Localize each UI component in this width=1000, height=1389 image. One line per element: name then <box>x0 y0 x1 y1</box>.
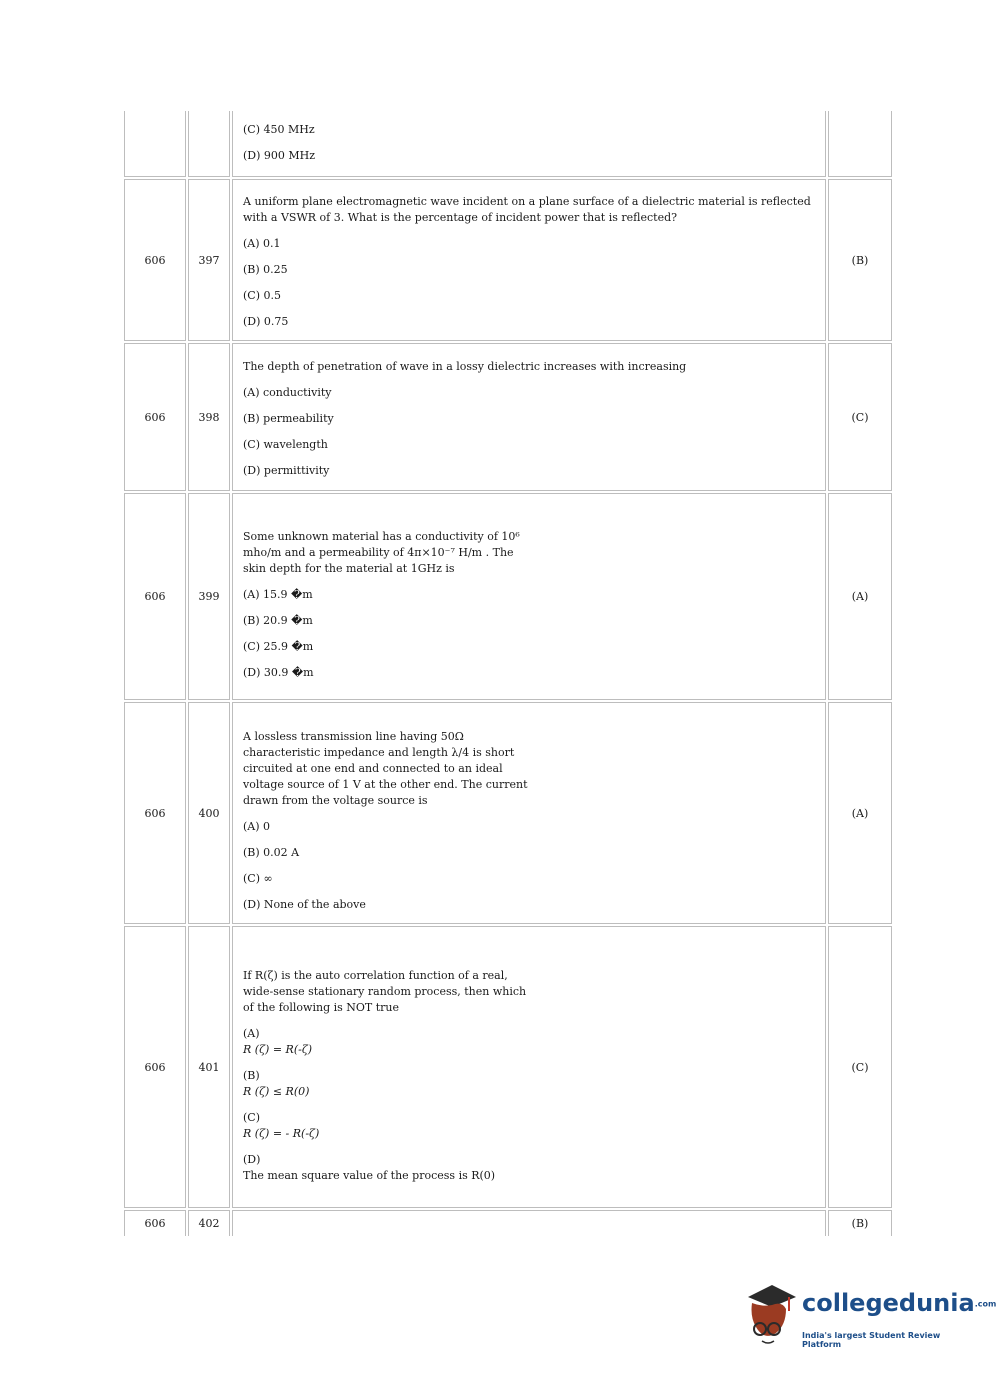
option: (A) 0 <box>243 820 271 833</box>
table-row <box>124 926 892 1208</box>
option: (A) conductivity <box>243 386 332 399</box>
question-text: A lossless transmission line having 50Ω characteristic impedance and length λ/4 is short circuited at one end and connected to an ideal voltage source of 1 V at the other end. The current drawn from the voltage source is <box>243 730 528 807</box>
answer: (C) <box>828 926 892 1208</box>
option-label: (A) <box>243 1027 260 1040</box>
question-text: The depth of penetration of wave in a lossy dielectric increases with increasing <box>243 360 687 373</box>
option-text: R (ζ) = R(-ζ) <box>243 1043 313 1056</box>
option: (D) None of the above <box>243 898 366 911</box>
question-cell <box>232 493 826 700</box>
option <box>243 1026 815 1058</box>
option: (B) 0.02 A <box>243 846 300 859</box>
answer: (C) <box>828 343 892 491</box>
option: (C) wavelength <box>243 438 328 451</box>
question-cell <box>232 702 826 924</box>
table-row <box>124 179 892 341</box>
option: (C) ∞ <box>243 872 273 885</box>
question-code: 606 <box>124 493 186 700</box>
table-row <box>124 111 892 177</box>
question-number: 398 <box>188 343 230 491</box>
question-number <box>188 111 230 177</box>
question-text: Some unknown material has a conductivity of 10⁶ mho/m and a permeability of 4π×10⁻⁷ H/m . The skin depth for the material at 1GHz is <box>243 529 520 575</box>
table-row <box>124 1210 892 1236</box>
option <box>243 1068 815 1100</box>
answer: (A) <box>828 702 892 924</box>
question-code: 606 <box>124 926 186 1208</box>
collegedunia-logo <box>742 1283 997 1353</box>
option: (D) 30.9 �m <box>243 665 314 679</box>
question-cell <box>232 111 826 177</box>
option-text: The mean square value of the process is R(0) <box>243 1169 496 1182</box>
option: (B) permeability <box>243 412 334 425</box>
question-number: 397 <box>188 179 230 341</box>
table-row <box>124 343 892 491</box>
option: (C) 0.5 <box>243 289 281 302</box>
option-label: (B) <box>243 1069 260 1082</box>
option: (B) 0.25 <box>243 263 288 276</box>
option-text: R (ζ) = - R(-ζ) <box>243 1127 320 1140</box>
question-code: 606 <box>124 1210 186 1236</box>
option <box>243 1110 815 1142</box>
logo-wordmark: collegedunia.com <box>802 1289 997 1317</box>
option: (A) 15.9 �m <box>243 587 313 601</box>
option: (B) 20.9 �m <box>243 613 313 627</box>
option-label: (D) <box>243 1153 261 1166</box>
option-label: (C) <box>243 1111 260 1124</box>
table-row <box>124 493 892 700</box>
answer: (B) <box>828 1210 892 1236</box>
question-text: If R(ζ) is the auto correlation function of a real, wide-sense stationary random process, then which of the following is NOT true <box>243 969 527 1014</box>
table-row <box>124 702 892 924</box>
question-number: 402 <box>188 1210 230 1236</box>
question-cell <box>232 926 826 1208</box>
question-code: 606 <box>124 179 186 341</box>
question-table <box>122 109 894 1238</box>
question-code: 606 <box>124 702 186 924</box>
answer: (A) <box>828 493 892 700</box>
option: (C) 25.9 �m <box>243 639 314 653</box>
answer <box>828 111 892 177</box>
answer: (B) <box>828 179 892 341</box>
option: (C) 450 MHz <box>243 122 315 136</box>
option: (D) permittivity <box>243 464 330 477</box>
option: (D) 0.75 <box>243 315 289 328</box>
option: (A) 0.1 <box>243 237 281 250</box>
question-text: A uniform plane electromagnetic wave incident on a plane surface of a dielectric material is reflected with a VSWR of 3. What is the percentage of incident power that is reflected? <box>243 195 811 224</box>
question-number: 399 <box>188 493 230 700</box>
question-number: 400 <box>188 702 230 924</box>
question-cell <box>232 179 826 341</box>
question-cell <box>232 343 826 491</box>
question-number: 401 <box>188 926 230 1208</box>
question-code <box>124 111 186 177</box>
option-text: R (ζ) ≤ R(0) <box>243 1085 310 1098</box>
option: (D) 900 MHz <box>243 148 316 162</box>
logo-tagline: India's largest Student Review Platform <box>802 1331 941 1349</box>
question-cell <box>232 1210 826 1236</box>
option <box>243 1152 815 1184</box>
question-code: 606 <box>124 343 186 491</box>
mascot-icon <box>742 1283 800 1353</box>
